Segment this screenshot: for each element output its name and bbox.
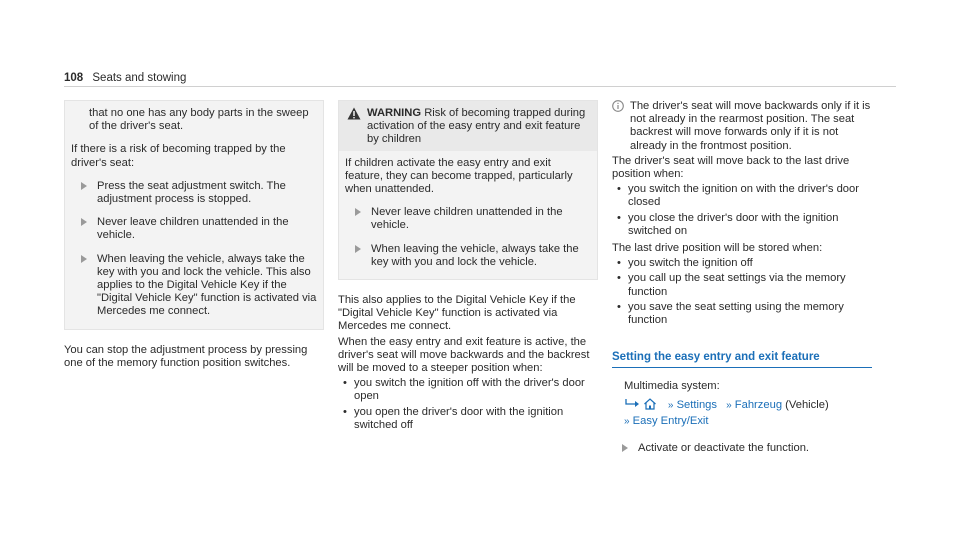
section-underline: [612, 367, 872, 368]
warning-box: [338, 100, 598, 280]
step-item: [71, 216, 317, 242]
list-item: • you save the seat setting using the memory function: [612, 301, 872, 327]
paragraph: When the easy entry and exit feature is active, the driver's seat will move backwards and the backrest will be moved to a steeper position when:: [338, 335, 590, 375]
warning-header: [339, 101, 597, 151]
menu-settings: Settings: [676, 398, 717, 411]
step-text: When leaving the vehicle, always take the key with you and lock the vehicle.: [371, 242, 579, 268]
info-text: The driver's seat will move backwards only if it is not already in the rearmost position. The seat backrest will move forwards only if it is not already in the frontmost position.: [630, 100, 871, 152]
step-item: [612, 442, 872, 455]
warning-body: If children activate the easy entry and exit feature, they can become trapped, particularly when unattended.: [345, 156, 573, 196]
section-heading: [612, 351, 872, 368]
warning-continued-text: that no one has any body parts in the sweep of the driver's seat.: [89, 107, 309, 133]
next-arrow-icon: »: [726, 399, 732, 411]
section-title: Setting the easy entry and exit feature: [612, 351, 820, 364]
paragraph: The driver's seat will move back to the last drive position when:: [612, 154, 850, 181]
step-item: [345, 206, 589, 232]
risk-intro: If there is a risk of becoming trapped by the driver's seat:: [71, 143, 286, 169]
paragraph: You can stop the adjustment process by pressing one of the memory function position switches.: [64, 343, 308, 369]
step-text: Press the seat adjustment switch. The adjustment process is stopped.: [97, 179, 286, 206]
menu-path: [612, 398, 872, 412]
column-right: [612, 100, 872, 455]
bullet-list: [338, 377, 598, 432]
info-icon: [612, 100, 624, 112]
column-middle: [338, 100, 598, 432]
step-text: Activate or deactivate the function.: [638, 442, 810, 455]
warning-box-continued: [64, 100, 324, 330]
menu-fahrzeug: Fahrzeug: [734, 398, 783, 411]
page-number: 108: [64, 72, 84, 84]
warning-body-area: [339, 151, 597, 279]
menu-vehicle-translation: (Vehicle): [785, 398, 829, 411]
step-text: Never leave children unattended in the vehicle.: [97, 216, 289, 242]
column-left: [64, 100, 324, 370]
return-arrow-icon: [624, 400, 643, 411]
multimedia-label: Multimedia system:: [624, 380, 720, 393]
next-arrow-icon: »: [667, 399, 674, 411]
paragraph: The last drive position will be stored when:: [612, 242, 823, 255]
warning-title: Risk of becoming trapped during activation of the easy entry and exit feature by children: [367, 107, 586, 146]
info-note: [612, 100, 872, 153]
home-icon: [643, 398, 657, 410]
list-item: • you switch the ignition off with the driver's door open: [338, 377, 598, 403]
step-item: [71, 180, 317, 206]
step-item: [71, 253, 317, 319]
header-divider: [64, 86, 896, 87]
warning-label: WARNING: [367, 107, 422, 119]
step-arrow-icon: [81, 218, 87, 226]
menu-path-cont: [612, 415, 872, 428]
list-item: • you switch the ignition off: [612, 257, 872, 270]
list-item: • you switch the ignition on with the driver's door closed: [612, 183, 872, 209]
warning-triangle-icon: [347, 107, 361, 120]
page-header: [64, 72, 186, 85]
step-text: When leaving the vehicle, always take the key with you and lock the vehicle. This also applies to the Digital Vehicle Key if the "Digital Vehicle Key" function is activated via Mercedes me connect.: [97, 252, 317, 318]
section-name: Seats and stowing: [92, 72, 187, 84]
list-item: • you call up the seat settings via the memory function: [612, 272, 872, 298]
step-arrow-icon: [81, 255, 87, 263]
step-text: Never leave children unattended in the vehicle.: [371, 206, 563, 232]
paragraph: This also applies to the Digital Vehicle Key if the "Digital Vehicle Key" function is activated via Mercedes me connect.: [338, 294, 576, 333]
step-arrow-icon: [355, 245, 361, 253]
next-arrow-icon: »: [624, 415, 630, 427]
step-arrow-icon: [622, 444, 628, 452]
bullet-list: [612, 183, 872, 238]
step-arrow-icon: [81, 182, 87, 190]
list-item: • you close the driver's door with the ignition switched on: [612, 212, 872, 238]
step-arrow-icon: [355, 208, 361, 216]
bullet-list: [612, 257, 872, 327]
menu-easy-entry-exit: Easy Entry/Exit: [632, 414, 709, 427]
step-item: [345, 243, 589, 269]
list-item: • you open the driver's door with the ignition switched off: [338, 406, 598, 432]
